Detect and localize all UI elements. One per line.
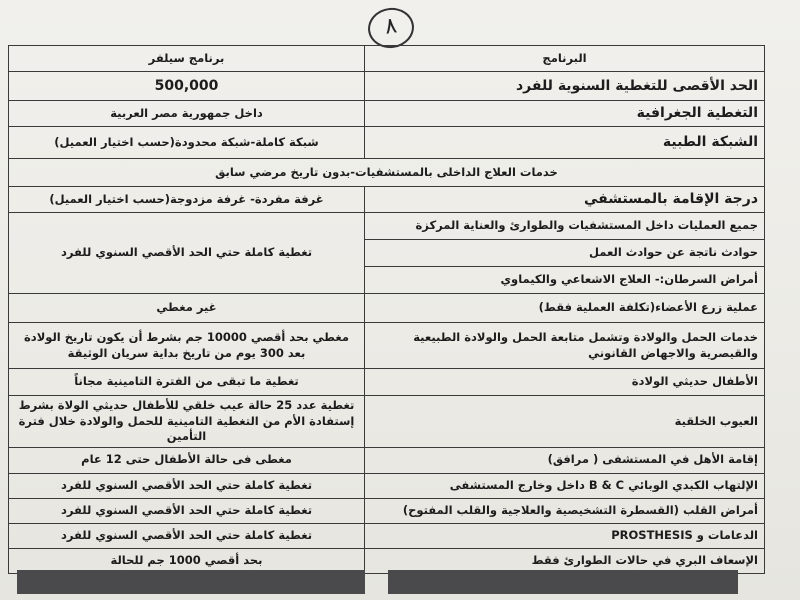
table-row: [9, 127, 765, 159]
row-value: تغطية كاملة حتي الحد الأقصي السنوي للفرد: [9, 498, 365, 523]
row-value: تغطية عدد 25 حالة عيب خلقي للأطفال حديثي الولاة بشرط إستفادة الأم من التغطية التامينية للحمل والولادة خلال فترة التأمين: [9, 396, 365, 448]
row-value: مغطي بحد أقصي 10000 جم بشرط أن يكون تاريخ الولادة بعد 300 يوم من تاريخ بداية سريان الوثيقة: [9, 323, 365, 369]
row-label: الدعامات و PROSTHESIS: [365, 523, 765, 548]
row-label: حوادث ناتجة عن حوادث العمل: [365, 240, 765, 267]
row-value: 500,000: [9, 72, 365, 101]
table-row: [9, 187, 765, 213]
header-program-label: البرنامج: [365, 46, 765, 72]
row-value: بحد أقصي 1000 جم للحالة: [9, 548, 365, 573]
benefits-table: [8, 45, 765, 574]
row-label: أمراض السرطان:- العلاج الاشعاعي والكيماوي: [365, 267, 765, 294]
row-label: الإسعاف البري في حالات الطوارئ فقط: [365, 548, 765, 573]
table-row: [9, 101, 765, 127]
row-full-text: خدمات العلاج الداخلى بالمستشفيات-بدون تاريخ مرضي سابق: [9, 159, 765, 187]
row-value: مغطى فى حالة الأطفال حتى 12 عام: [9, 447, 365, 473]
row-value: تغطية كاملة حتي الحد الأقصي السنوي للفرد: [9, 523, 365, 548]
row-value: داخل جمهورية مصر العربية: [9, 101, 365, 127]
row-label: جميع العمليات داخل المستشفيات والطوارئ والعناية المركزة: [365, 213, 765, 240]
table-row: [9, 498, 765, 523]
table-row-full-width: [9, 159, 765, 187]
table-header-row: [9, 46, 765, 72]
table-row: [9, 369, 765, 396]
row-value: غرفة مفردة- غرفة مزدوجة(حسب اختيار العميل): [9, 187, 365, 213]
row-label: الشبكة الطبية: [365, 127, 765, 159]
table-row: [9, 523, 765, 548]
row-label: أمراض القلب (القسطرة التشخيصية والعلاجية والقلب المفتوح): [365, 498, 765, 523]
table-row: [9, 72, 765, 101]
row-label: عملية زرع الأعضاء(تكلفة العملية فقط): [365, 294, 765, 323]
header-plan-name: برنامج سيلفر: [9, 46, 365, 72]
row-value: تغطية ما تبقى من الفترة التامينية مجاناً: [9, 369, 365, 396]
row-value: شبكة كاملة-شبكة محدودة(حسب اختيار العميل): [9, 127, 365, 159]
row-label: العيوب الخلقية: [365, 396, 765, 448]
row-label: إقامة الأهل في المستشفى ( مرافق): [365, 447, 765, 473]
table-row: [9, 447, 765, 473]
table-row: [9, 294, 765, 323]
table-row: [9, 396, 765, 448]
row-label: الأطفال حديثي الولادة: [365, 369, 765, 396]
footer-shaded-bar: [17, 570, 365, 594]
row-value: غير مغطي: [9, 294, 365, 323]
footer-shaded-bar: [388, 570, 738, 594]
row-label: درجة الإقامة بالمستشفي: [365, 187, 765, 213]
handwritten-page-number: ٨: [365, 5, 416, 51]
row-label: الإلتهاب الكبدي الوبائي B & C داخل وخارج المستشفى: [365, 473, 765, 498]
row-label: خدمات الحمل والولادة وتشمل متابعة الحمل والولادة الطبيعية والقيصرية والاجهاض القانوني: [365, 323, 765, 369]
table-row: [9, 473, 765, 498]
row-label: الحد الأقصى للتغطية السنوية للفرد: [365, 72, 765, 101]
row-value: تغطية كاملة حتي الحد الأقصي السنوي للفرد: [9, 473, 365, 498]
row-label: التغطية الجغرافية: [365, 101, 765, 127]
table-row: [9, 213, 765, 240]
table-row: [9, 323, 765, 369]
merged-row-value: تغطية كاملة حتي الحد الأقصي السنوي للفرد: [9, 213, 365, 294]
